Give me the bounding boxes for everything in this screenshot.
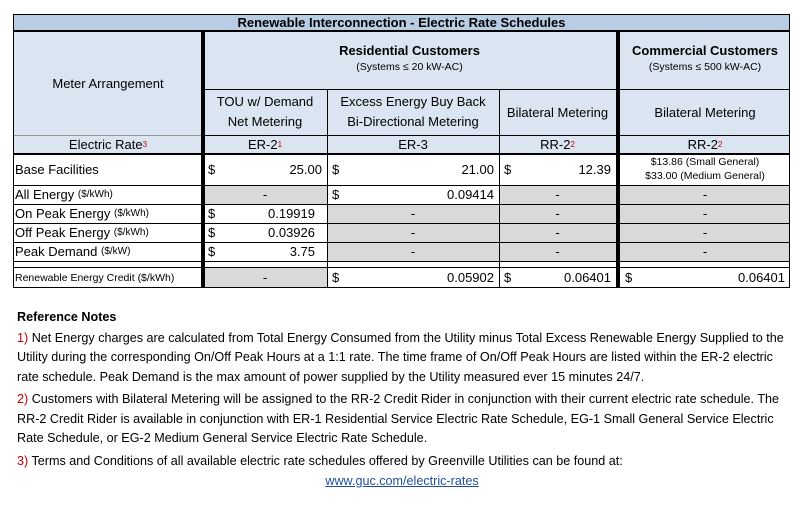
peak-demand-er2 xyxy=(203,242,327,261)
notes-heading: Reference Notes xyxy=(17,310,117,324)
commercial-group-header xyxy=(620,31,790,89)
note-text: Customers with Bilateral Metering will be assigned to the RR-2 Credit Rider in conjunction with their current electric rate schedule. The RR-2 Credit Rider is available in conjunction with ER-1 Residential Service Electric Rate Schedule, EG-1 Small General Service Electric Rate Schedule, or EG-2 Medium General Service Electric Rate Schedule. xyxy=(17,392,780,445)
table-title: Renewable Interconnection - Electric Rate Schedules xyxy=(13,14,790,31)
column-header-bilateral-res: Bilateral Metering xyxy=(506,104,609,120)
column-header-excess-energy xyxy=(327,89,499,135)
electric-rates-link[interactable]: www.guc.com/electric-rates xyxy=(325,474,479,488)
on-peak-energy-er2 xyxy=(203,204,327,223)
on-peak-energy-rr2-com: - xyxy=(620,204,790,223)
all-energy-rr2-res: - xyxy=(499,185,616,204)
grid-line xyxy=(13,135,203,136)
grid-line xyxy=(13,287,790,288)
peak-demand-er3: - xyxy=(327,242,499,261)
row-label-unit: ($/kWh) xyxy=(114,208,150,219)
all-energy-er3 xyxy=(327,185,499,204)
grid-line xyxy=(13,261,790,262)
peak-demand-rr2-res: - xyxy=(499,242,616,261)
rec-rr2-com xyxy=(620,267,790,288)
grid-line xyxy=(13,242,790,243)
grid-line xyxy=(13,204,790,205)
cell-value: 0.19919 xyxy=(268,206,315,221)
off-peak-energy-er2 xyxy=(203,223,327,242)
electric-rate-label: Electric Rate 3 xyxy=(68,137,148,152)
dollar-sign: $ xyxy=(504,270,512,285)
cell-value: 25.00 xyxy=(289,162,322,177)
note-2 xyxy=(17,390,787,449)
on-peak-energy-rr2-res: - xyxy=(499,204,616,223)
rate-code-rr2-com: RR-2 2 xyxy=(687,137,723,152)
meter-arrangement-header: Meter Arrangement xyxy=(52,75,164,91)
grid-line-thick xyxy=(201,31,205,288)
residential-title: Residential Customers xyxy=(339,43,480,58)
electric-rate-text: Electric Rate xyxy=(68,137,143,152)
rate-code-text: RR-2 xyxy=(540,137,571,152)
commercial-title: Commercial Customers xyxy=(632,43,778,58)
dollar-sign: $ xyxy=(332,270,340,285)
cell-value: 0.03926 xyxy=(268,225,315,240)
all-energy-rr2-com: - xyxy=(620,185,790,204)
column-header-line: Net Metering xyxy=(227,114,303,129)
off-peak-energy-rr2-com: - xyxy=(620,223,790,242)
row-label-peak-demand xyxy=(15,242,203,261)
row-label-unit: ($/kWh) xyxy=(113,227,149,238)
grid-line xyxy=(13,31,14,288)
note-number: 2) xyxy=(17,392,29,406)
row-label-text: Off Peak Energy xyxy=(15,225,111,240)
rate-code-er2: ER-2 1 xyxy=(247,137,283,152)
grid-line-thick xyxy=(13,153,790,155)
grid-line xyxy=(789,31,790,288)
base-facilities-er3 xyxy=(327,154,499,185)
grid-line xyxy=(13,185,790,186)
base-facilities-er2 xyxy=(203,154,327,185)
row-label-base-facilities: Base Facilities xyxy=(15,162,99,177)
note-number: 3) xyxy=(17,453,29,468)
on-peak-energy-er3: - xyxy=(327,204,499,223)
cell-value: 0.06401 xyxy=(564,270,611,285)
dollar-sign: $ xyxy=(332,187,340,202)
grid-line xyxy=(203,135,790,136)
base-facilities-rr2-com xyxy=(620,154,790,185)
row-label-text: On Peak Energy xyxy=(15,206,111,221)
note-3 xyxy=(17,452,787,472)
dollar-sign: $ xyxy=(504,162,512,177)
all-energy-er2: - xyxy=(203,185,327,204)
grid-line xyxy=(327,89,328,288)
rate-code-text: ER-3 xyxy=(398,137,428,152)
row-label-text: All Energy xyxy=(15,187,75,202)
column-header-line: Bi-Directional Metering xyxy=(347,114,479,129)
reference-notes xyxy=(17,308,787,492)
grid-line xyxy=(13,31,790,32)
rate-code-er3 xyxy=(327,135,499,154)
cell-value: 0.05902 xyxy=(447,270,494,285)
row-label-text: Peak Demand xyxy=(15,244,98,259)
cell-value: 12.39 xyxy=(578,162,611,177)
cell-value: 0.09414 xyxy=(447,187,494,202)
cell-value: 0.06401 xyxy=(738,270,785,285)
row-label-unit: ($/kWh) xyxy=(77,189,113,200)
cell-value: $33.00 (Medium General) xyxy=(645,170,765,182)
row-label-off-peak-energy xyxy=(15,223,203,242)
dollar-sign: $ xyxy=(625,270,633,285)
dollar-sign: $ xyxy=(208,162,216,177)
grid-line xyxy=(13,267,790,268)
dollar-sign: $ xyxy=(208,225,216,240)
rec-rr2-res xyxy=(499,267,616,288)
note-1 xyxy=(17,329,787,388)
grid-line xyxy=(499,89,500,288)
commercial-subtitle: (Systems ≤ 500 kW-AC) xyxy=(648,61,762,73)
note-text: Net Energy charges are calculated from Total Energy Consumed from the Utility minus Total Excess Renewable Energy Supplied to the Utility during the corresponding On/Off Peak Hours at a 1:1 rate. The time frame of On/Off Peak Hours are listed within the ER-2 electric rate schedule. Peak Demand is the max amount of power supplied by the Utility measured ever 15 minutes 24/7. xyxy=(17,330,784,384)
rate-code-text: ER-2 xyxy=(247,137,278,152)
off-peak-energy-rr2-res: - xyxy=(499,223,616,242)
note-number: 1) xyxy=(17,330,29,345)
peak-demand-rr2-com: - xyxy=(620,242,790,261)
off-peak-energy-er3: - xyxy=(327,223,499,242)
row-label-unit: ($/kW) xyxy=(101,246,131,257)
base-facilities-rr2-res xyxy=(499,154,616,185)
rate-schedule-table xyxy=(13,14,790,288)
grid-line xyxy=(203,89,790,90)
cell-value: $13.86 (Small General) xyxy=(650,156,760,168)
row-label-on-peak-energy xyxy=(15,204,203,223)
row-label-all-energy xyxy=(15,185,203,204)
column-header-tou xyxy=(203,89,327,135)
residential-subtitle: (Systems ≤ 20 kW-AC) xyxy=(356,61,463,73)
row-label-renewable-energy-credit: Renewable Energy Credit ($/kWh) xyxy=(15,271,175,284)
rec-er2: - xyxy=(203,267,327,288)
rec-er3 xyxy=(327,267,499,288)
note-text: Terms and Conditions of all available electric rate schedules offered by Greenville Utilities can be found at: xyxy=(31,453,623,468)
dollar-sign: $ xyxy=(332,162,340,177)
column-header-line: TOU w/ Demand xyxy=(216,94,314,109)
cell-value: 21.00 xyxy=(461,162,494,177)
grid-line xyxy=(13,223,790,224)
dollar-sign: $ xyxy=(208,206,216,221)
column-header-bilateral-com: Bilateral Metering xyxy=(654,104,756,120)
cell-value: 3.75 xyxy=(289,244,315,259)
grid-line-thick xyxy=(616,31,620,288)
rate-code-text: RR-2 xyxy=(687,137,718,152)
rate-code-rr2-res: RR-2 2 xyxy=(540,137,575,152)
column-header-line: Excess Energy Buy Back xyxy=(340,94,486,109)
residential-group-header xyxy=(203,31,616,89)
dollar-sign: $ xyxy=(208,244,216,259)
